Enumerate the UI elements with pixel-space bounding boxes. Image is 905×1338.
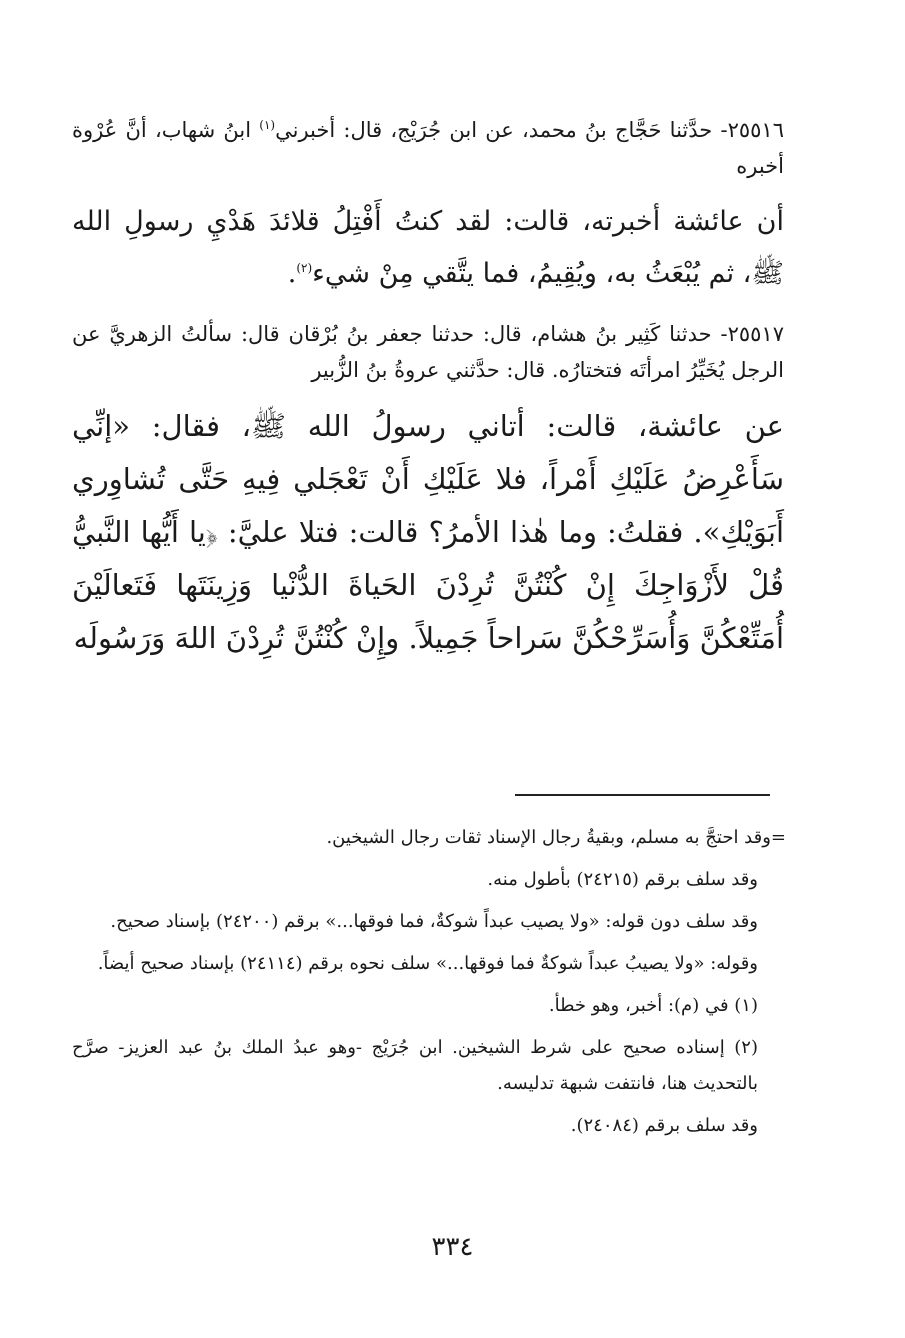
footnote-separator: [515, 794, 770, 796]
footnote-marker-1: (١): [259, 118, 276, 132]
footnote-line: وقد سلف دون قوله: «ولا يصيب عبداً شوكةٌ، فما فوقها...» برقم (٢٤٢٠٠) بإسناد صحيح.: [110, 911, 758, 932]
footnote-marker-2: (٢): [296, 261, 313, 275]
hadith-25517-isnad: [72, 316, 784, 388]
main-text: [72, 112, 784, 681]
footnote-2: (٢) إسناده صحيح على شرط الشيخين. ابن جُرَيْج -وهو عبدُ الملك بنُ عبد العزيز- صرَّح بالتحديث هنا، فانتفت شبهة تدليسه.: [72, 1037, 758, 1094]
page-number: ٣٣٤: [431, 1232, 474, 1262]
footnote-1: (١) في (م): أخبر، وهو خطأ.: [548, 995, 758, 1016]
matn-end: .: [287, 258, 297, 289]
hadith-25516-matn: [72, 196, 784, 300]
hadith-25517-matn: [72, 400, 784, 665]
isnad-text: ٢٥٥١٧- حدثنا كَثِير بنُ هشام، قال: حدثنا جعفر بنُ بُرْقان قال: سألتُ الزهريَّ عن الرجل يُخَيِّرُ امرأتَه فتختارُه. قال: حدَّثني عروةُ بنُ الزُّبير: [72, 322, 784, 382]
footnote-line: وقد سلف برقم (٢٤٠٨٤).: [570, 1115, 758, 1136]
isnad-text: ٢٥٥١٦- حدَّثنا حَجَّاج بنُ محمد، عن ابن جُرَيْج، قال: أخبرني: [275, 118, 784, 142]
footnote-line: وقد سلف برقم (٢٤٢١٥) بأطول منه.: [487, 869, 758, 890]
matn-text: عن عائشة، قالت: أتاني رسولُ الله ﷺ، فقال: «إنِّي سَأَعْرِضُ عَلَيْكِ أَمْراً، فلا عَلَيْكِ أَنْ تَعْجَلي فِيهِ حَتَّى تُشاوِري أَبَوَيْكِ». فقلتُ: وما هٰذا الأمرُ؟ قالت: فتلا عليَّ: ﴿يا أَيُّها النَّبيُّ قُلْ لأَزْوَاجِكَ إِنْ كُنْتُنَّ تُرِدْنَ الحَياةَ الدُّنْيا وَزِينَتَها فَتَعالَيْنَ أُمَتِّعْكُنَّ وَأُسَرِّحْكُنَّ سَراحاً جَمِيلاً. وإِنْ كُنْتُنَّ تُرِدْنَ اللهَ وَرَسُولَه: [72, 409, 784, 655]
footnote-line: =وقد احتجَّ به مسلم، وبقيةُ رجال الإسناد ثقات رجال الشيخين.: [326, 827, 786, 848]
isnad-continuation: ابنُ شهاب، أنَّ عُرْوة أخبره: [72, 118, 784, 178]
footnote-line: وقوله: «ولا يصيبُ عبداً شوكةٌ فما فوقها...» سلف نحوه برقم (٢٤١١٤) بإسناد صحيح أيضاً.: [97, 953, 758, 974]
footnotes: [72, 820, 786, 1150]
hadith-25516-isnad: [72, 112, 784, 184]
matn-text: أن عائشة أخبرته، قالت: لقد كنتُ أَفْتِلُ قلائدَ هَدْيِ رسولِ الله ﷺ، ثم يُبْعَثُ به، ويُقِيمُ، فما يتَّقي مِنْ شيء: [72, 206, 784, 289]
